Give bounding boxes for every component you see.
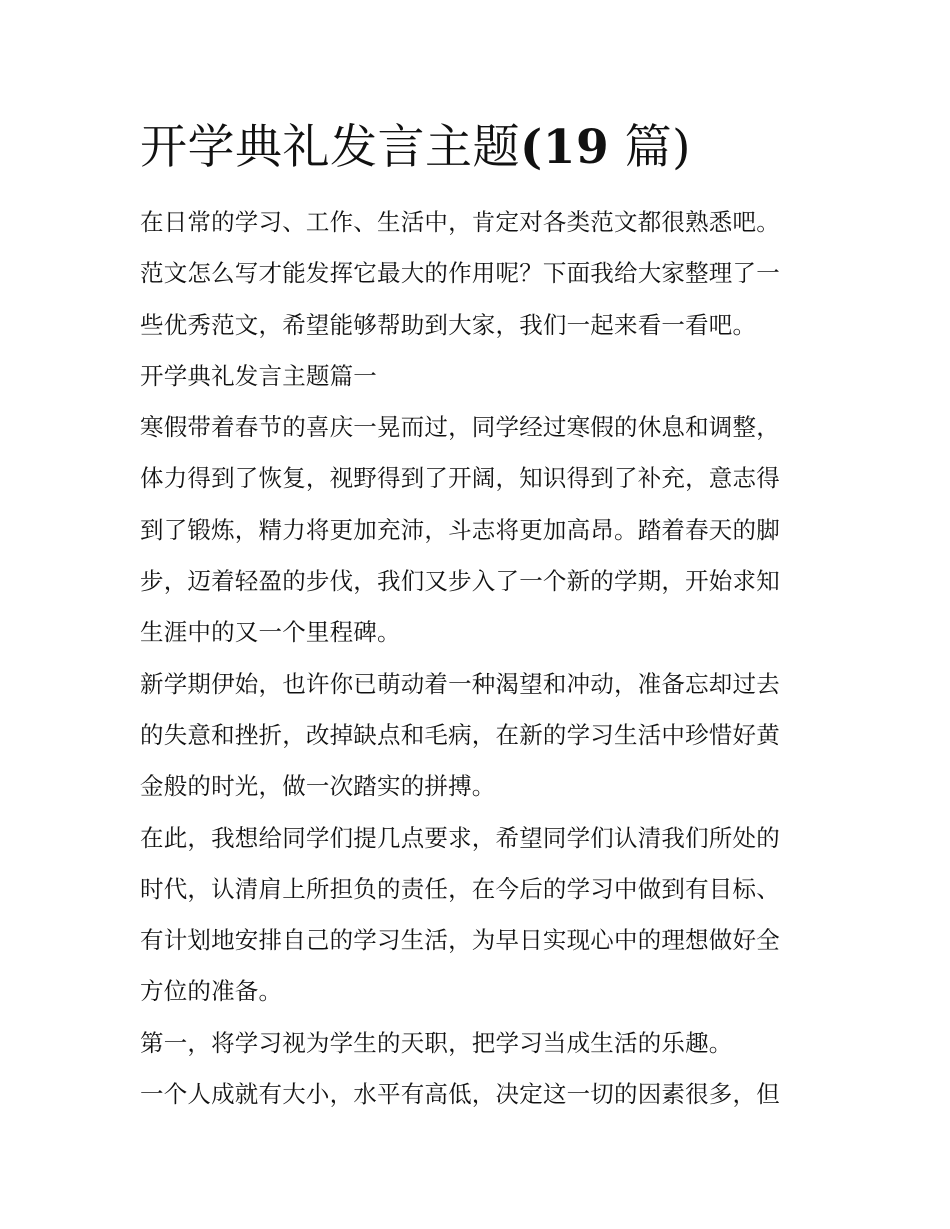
body-line: 寒假带着春节的喜庆一晃而过，同学经过寒假的休息和调整， <box>140 413 780 442</box>
body-line: 步，迈着轻盈的步伐，我们又步入了一个新的学期，开始求知 <box>140 567 780 596</box>
document-title <box>140 118 691 178</box>
body-line: 在日常的学习、工作、生活中，肯定对各类范文都很熟悉吧。 <box>140 208 780 236</box>
body-line: 体力得到了恢复，视野得到了开阔，知识得到了补充，意志得 <box>140 464 780 493</box>
title-main: 开学典礼发言主题 <box>140 120 520 175</box>
body-line: 新学期伊始，也许你已萌动着一种渴望和冲动，准备忘却过去 <box>140 669 780 698</box>
body-line: 时代，认清肩上所担负的责任，在今后的学习中做到有目标、 <box>140 874 780 903</box>
body-line: 些优秀范文，希望能够帮助到大家，我们一起来看一看吧。 <box>140 310 757 339</box>
body-line: 金般的时光，做一次踏实的拼搏。 <box>140 772 496 801</box>
body-line: 生涯中的又一个里程碑。 <box>140 618 401 647</box>
body-line: 一个人成就有大小，水平有高低，决定这一切的因素很多，但 <box>140 1080 780 1109</box>
body-line: 第一，将学习视为学生的天职，把学习当成生活的乐趣。 <box>140 1028 733 1057</box>
body-line: 的失意和挫折，改掉缺点和毛病，在新的学习生活中珍惜好黄 <box>140 720 780 749</box>
body-line: 有计划地安排自己的学习生活，为早日实现心中的理想做好全 <box>140 926 780 955</box>
body-line: 在此，我想给同学们提几点要求，希望同学们认清我们所处的 <box>140 823 780 852</box>
title-suffix: 篇) <box>609 120 691 175</box>
document-body <box>140 202 820 1125</box>
body-line: 范文怎么写才能发挥它最大的作用呢？下面我给大家整理了一 <box>140 259 780 288</box>
body-line: 到了锻炼，精力将更加充沛，斗志将更加高昂。踏着春天的脚 <box>140 515 780 544</box>
body-line: 方位的准备。 <box>140 977 283 1006</box>
title-count: (19 <box>520 120 610 175</box>
section-heading: 开学典礼发言主题篇一 <box>140 361 377 390</box>
